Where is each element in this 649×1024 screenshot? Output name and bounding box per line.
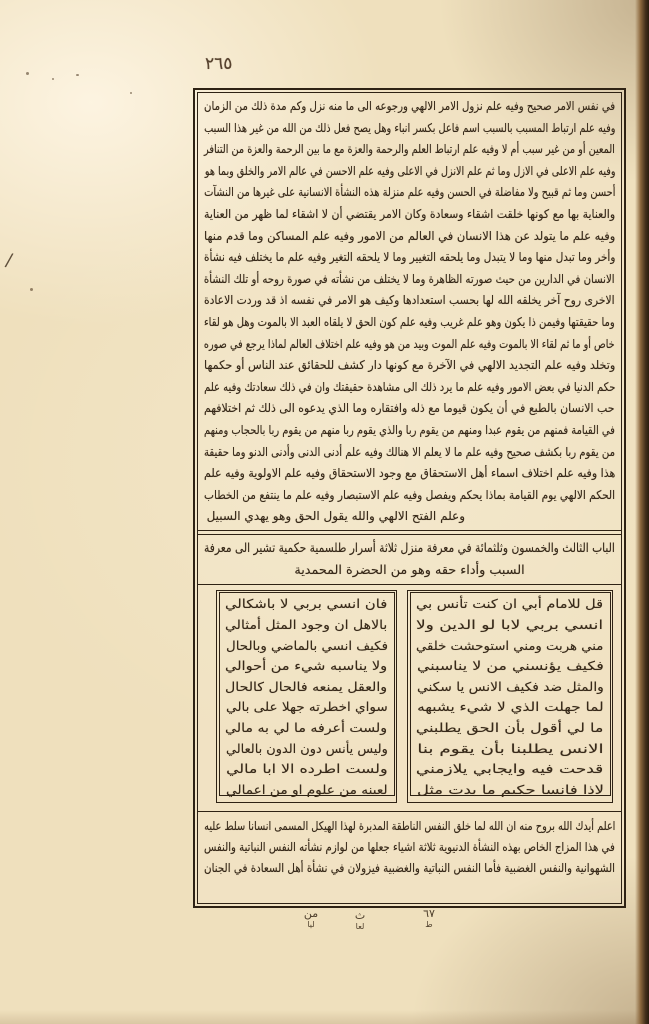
verse-line — [226, 615, 388, 636]
main-text-line-text: الحكم الالهي يوم القيامة بماذا يحكم ويفصل وفيه علم الاستبصار وفيه علم ما ينتفع من الخطاب — [203, 487, 615, 502]
bottom-text-line-text: اعلم أيدك الله بروح منه ان الله لما خلق النفس الناطقة المدبرة لهذا الهيكل المسمى انسانا سلط عليه — [203, 818, 615, 833]
poem-left-column — [219, 592, 395, 796]
bottom-text-block — [204, 814, 615, 880]
verse-line-text: الانس يطلبنا بأن يقوم بنا — [417, 740, 604, 756]
bottom-text-line — [204, 816, 615, 837]
main-text-line — [204, 463, 615, 485]
main-text-line-text: وفيه علم ارتباط المسبب بالسبب اسم فاعل بكسر انباء وهل يصح فعل ذلك من الله من غير هذا السبب — [203, 120, 615, 135]
ink-speck — [52, 78, 54, 80]
verse-line — [417, 677, 604, 698]
main-text-line — [204, 398, 615, 420]
book-edge-shadow — [635, 0, 649, 1024]
verse-line-text: وليس يأنس دون الدون بالعالي — [225, 740, 388, 756]
poem-right-column — [410, 592, 611, 796]
bottom-text-line — [204, 858, 615, 879]
main-text-line — [204, 377, 615, 399]
bottom-text-line-text: الشهوانية والنفس الغضبية فأما النفس النباتية والغضبية فيزولان في نشأة أهل السعادة في الجنان — [203, 861, 615, 876]
section-divider-rule — [198, 530, 621, 535]
section-divider-rule — [198, 584, 621, 585]
verse-line-text: انسي بربي لابا لو الدين ولا — [416, 616, 604, 632]
main-text-line — [204, 485, 615, 507]
main-text-line-text: في القيامة فمنهم من يقوم عبدا ومنهم من يقوم ربا والذي يقوم ربا منهم من يقوم ربا بالحجاب ومنهم — [204, 422, 615, 437]
main-text-block — [204, 96, 615, 528]
verse-line-text: فكيف يؤنسني من لا يناسبني — [416, 658, 604, 674]
verse-line-text: ما لي أقول بأن الحق يطلبني — [416, 719, 604, 735]
main-text-line — [204, 420, 615, 442]
main-text-line — [204, 269, 615, 291]
signature-mark — [346, 910, 374, 931]
main-text-line-text: الانسان في الدارين من حيث صورته الظاهرة وما لا يختلف من نشأته في صورة روحه أو تلك النشأة — [204, 271, 615, 286]
main-text-line-text: وفيه علم الاعلى في الازل وما ثم علم الانزل في الاعلى وفيه علم الاحسن في عالم الامر والخلق وبما هو — [204, 163, 615, 178]
ink-speck — [30, 288, 33, 291]
page-number: ٢٦٥ — [205, 54, 233, 74]
main-text-line-text: والعناية بها مع كونها خلقت اشقاء وسعادة وكان الامر يقتضي أن لا اشقاء لما ظهر من العناية — [203, 206, 615, 221]
main-text-line-text: حب الانسان بالطبع في أن يكون قيوما مع ذله وافتقاره وما الذي يدعوه الى ذلك ثم اختلافهم — [204, 401, 615, 416]
verse-line — [226, 594, 388, 615]
main-text-line — [204, 139, 615, 161]
verse-line — [417, 697, 604, 718]
main-text-line-text: وأخر وما تبدل منها وما لا يتبدل وما يلحقه التغيير وما لا يلحقه التغير وفيه علم ما يختلف فيه نشأة — [203, 250, 615, 265]
main-text-line-text: من يقوم ربا بكشف صحيح وفيه علم ما لا يعلم الا هنالك وفيه علم أدنى الدنى وأدنى الدنو وما حقيقة — [203, 444, 615, 459]
signature-mark-bottom: ط — [425, 920, 433, 929]
verse-line-text: بالاهل ان وجود المثل أمثالي — [225, 616, 388, 632]
bottom-text-line-text: في هذا المزاج الخاص بهذه النشأة الدنيوية ثلاثة اشياء جعلها من لوازم نشأته النفس النباتية والنفس — [204, 840, 615, 855]
main-text-line — [204, 226, 615, 248]
main-text-line-text: في نفس الامر صحيح وفيه علم نزول الامر الالهي ورجوعه الى ما منه نزل وكم مدة ذلك من الزمان — [203, 99, 615, 113]
verse-line — [226, 739, 388, 760]
section-divider-rule — [198, 811, 621, 812]
ink-speck — [26, 72, 29, 75]
verse-line — [226, 677, 388, 698]
ink-speck — [76, 74, 79, 76]
verse-line-text: لما جهلت الذي لا شيء يشبهه — [416, 699, 604, 715]
main-text-closing-line — [204, 506, 615, 528]
ink-speck — [130, 92, 132, 94]
verse-line-text: قل للامام أبي ان كنت تأنس بي — [416, 596, 604, 612]
chapter-heading-block — [204, 537, 615, 582]
bottom-text-line — [204, 837, 615, 858]
signature-mark — [412, 908, 446, 929]
verse-line-text: سواي اخطرته جهلا على بالي — [225, 699, 388, 715]
verse-line — [417, 718, 604, 739]
verse-line-text: مني هربت ومني استوحشت خلقي — [416, 637, 604, 653]
poem-section — [204, 587, 615, 809]
verse-line — [226, 656, 388, 677]
main-text-line — [204, 334, 615, 356]
main-text-line-text: وما حقيقتها وفيمن ذا يكون وهو علم غريب وفيه علم كون الحق لا يلقاه العبد الا بالموت وهل هو لقاء — [204, 314, 615, 329]
main-text-line-text: أحسن وما ثم قبيح ولا مفاضلة في الحسن وفيه علم منزلة هذه النشأة الانسانية على غيرها من النشآت — [203, 185, 615, 200]
verse-line — [417, 759, 604, 780]
verse-line — [226, 759, 388, 780]
verse-line — [417, 594, 604, 615]
verse-line — [226, 780, 388, 801]
main-text-closing-line-text: وعلم الفتح الالهي والله يقول الحق وهو يهدي السبيل — [206, 509, 465, 524]
verse-line-text: فكيف انسي بالماضي وبالحال — [225, 637, 388, 653]
main-text-line-text: خاص أو ما ثم لقاء الا بالموت وفيه علم الموت وبيد من هو وفيه علم اختلاف العالم لماذا يرجع في صوره — [204, 336, 615, 351]
verse-line-text: والمثل ضد فكيف الانس يا سكني — [416, 678, 604, 694]
verse-line — [226, 636, 388, 657]
main-text-line — [204, 290, 615, 312]
main-text-line — [204, 118, 615, 140]
chapter-heading-line1 — [204, 538, 615, 560]
verse-line-text: قدحت فيه وايجابي يلازمني — [416, 761, 604, 777]
main-text-line-text: المعين أو من غير سبب أم لا وفيه علم ارتباط العلم والرحمة والعزة مع ما بين الرحمة والعزة من التنافر — [204, 142, 615, 157]
signature-mark-bottom: لعا — [355, 922, 365, 931]
text-frame-inner — [197, 92, 622, 904]
verse-line — [417, 636, 604, 657]
main-text-line-text: الاخرى روح آخر يخلقه الله لها بحسب استعدادها وكيف هو الامر في نفسه اذ قد وردت الاعادة — [204, 293, 615, 308]
verse-line — [226, 718, 388, 739]
text-frame-border — [193, 88, 626, 908]
chapter-heading-line1-text: الباب الثالث والخمسون وثلثمائة في معرفة منزل ثلاثة أسرار طلسمية حكمية تشير الى معرفة — [204, 540, 615, 556]
verse-line-text: ولست اطرده الا ابا مالي — [226, 761, 388, 777]
main-text-line-text: وفيه علم ما يتولد عن هذا الانسان في العالم من الامور وفيه علم المساكن وما قدم منها — [203, 228, 615, 243]
verse-line-text: فان انسي بربي لا باشكالي — [225, 596, 388, 612]
main-text-line — [204, 161, 615, 183]
poem-right-column-box — [407, 590, 613, 803]
main-text-line — [204, 312, 615, 334]
verse-line-text: والعقل يمنعه فالحال كالحال — [225, 678, 388, 694]
signature-mark — [296, 908, 326, 929]
signature-mark-top: من — [303, 907, 319, 920]
main-text-line — [204, 442, 615, 464]
verse-line-text: ولا يناسبه شيء من أحوالي — [225, 658, 388, 674]
main-text-line — [204, 355, 615, 377]
verse-line — [417, 780, 604, 801]
signature-mark-bottom: ليا — [307, 920, 315, 929]
main-text-line — [204, 204, 615, 226]
main-text-line-text: وتخلد وفيه علم التجديد الالهي في الآخرة مع كونها دار كشف للحقائق عند الناس أو حكمها — [203, 358, 615, 373]
chapter-heading-line2 — [204, 560, 615, 582]
verse-line-text: لعينه من علوم او من اعمالي — [225, 781, 388, 797]
verse-line — [417, 739, 604, 760]
main-text-line — [204, 247, 615, 269]
poem-left-column-box — [216, 590, 397, 803]
verse-line — [226, 697, 388, 718]
signature-mark-top: ث — [354, 909, 366, 922]
main-text-line — [204, 96, 615, 118]
verse-line-text: لاذا فانسا حكيم ما بدت مثل — [416, 781, 604, 797]
verse-line — [417, 656, 604, 677]
verse-line-text: ولست أعرفه ما لي به مالي — [225, 719, 388, 735]
main-text-line-text: حكم الدنيا في بعض الامور وفيه علم ما يرد ذلك الى مشاهدة حقيقتك وان في ذلك سعادتك وفيه علم — [203, 379, 615, 394]
chapter-heading-line2-text: السبب وأداء حقه وهو من الحضرة المحمدية — [294, 562, 525, 578]
margin-ink-mark: / — [3, 249, 15, 272]
verse-line — [417, 615, 604, 636]
main-text-line-text: هذا وفيه علم اختلاف اسماء أهل الاستحقاق مع وجود الاستحقاق وفيه علم الاولوية وفيه علم — [203, 466, 615, 481]
signature-mark-top: ٦٧ — [423, 907, 435, 920]
main-text-line — [204, 182, 615, 204]
